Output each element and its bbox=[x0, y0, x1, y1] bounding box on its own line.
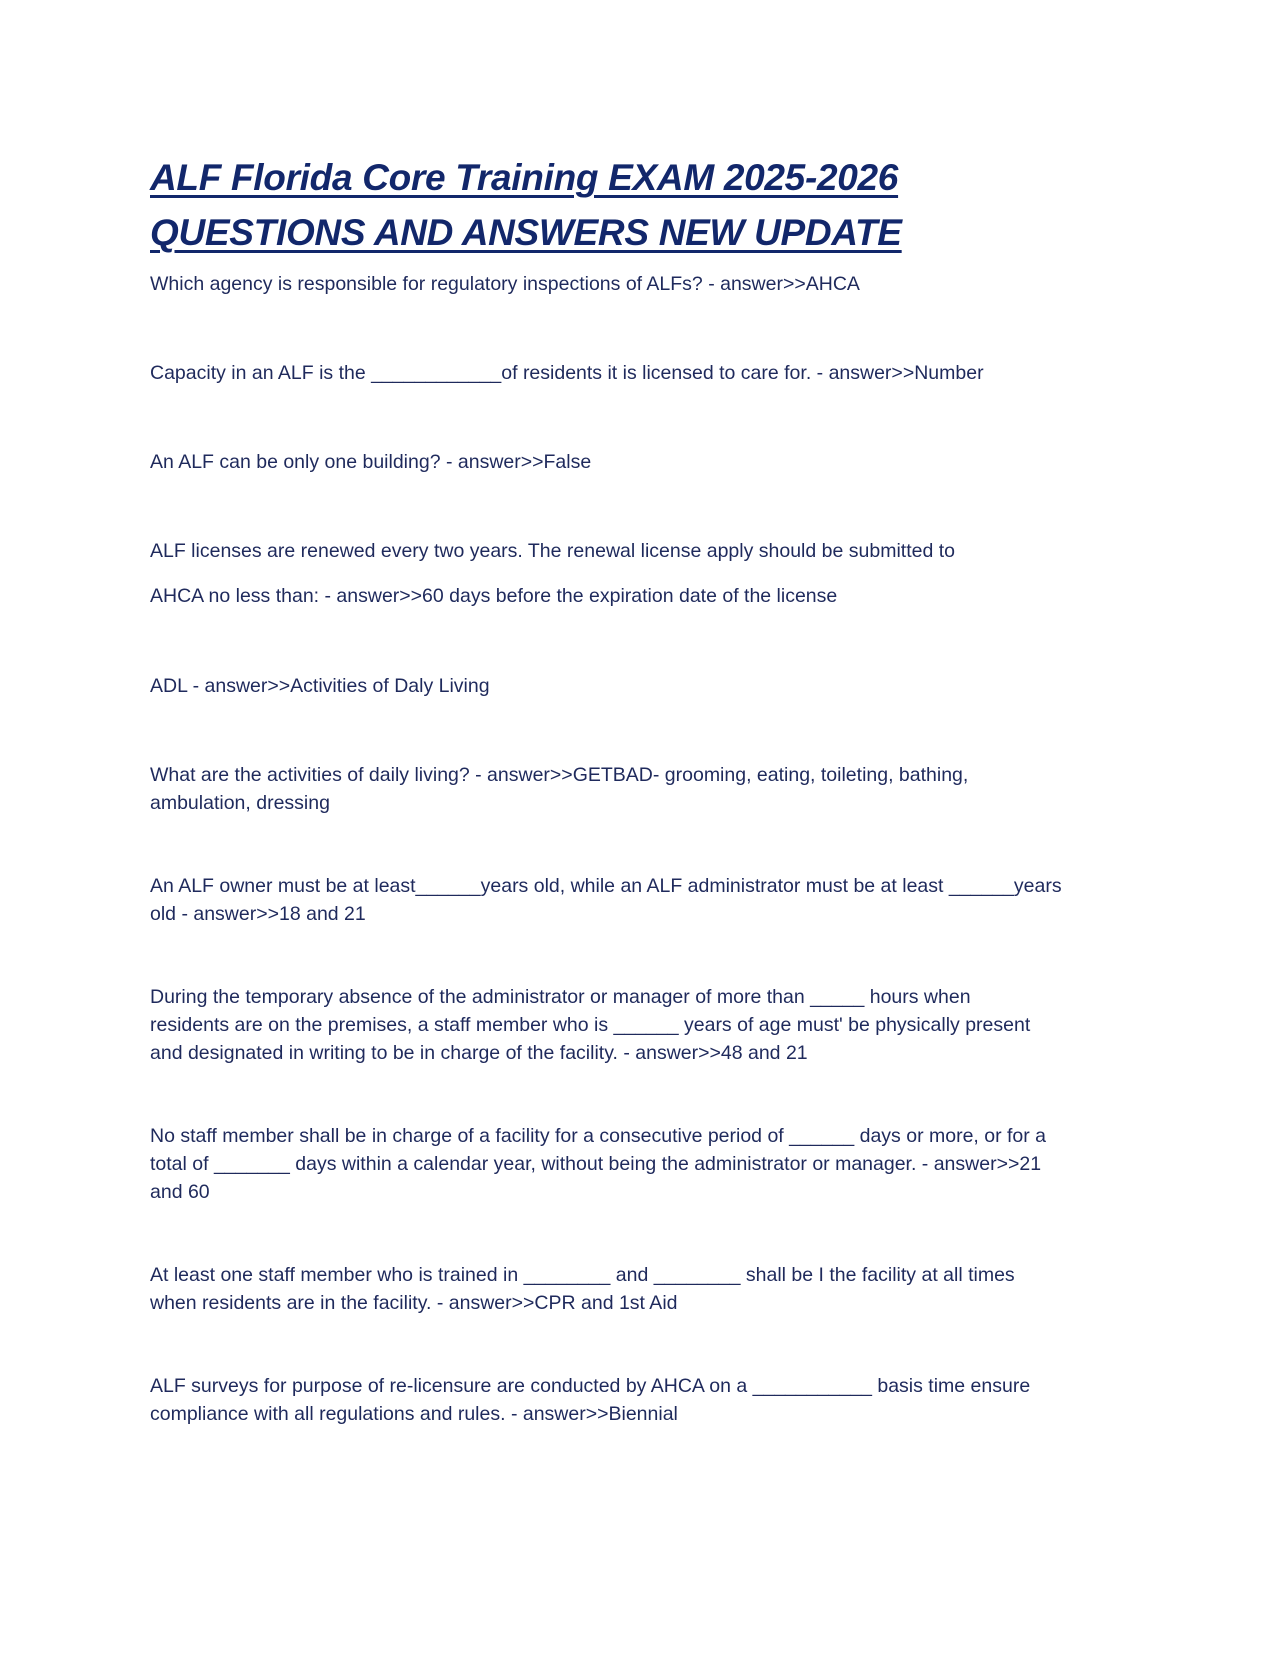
qa-item-1 bbox=[150, 270, 1130, 298]
qa-text: Capacity in an ALF is the ____________of residents it is licensed to care for. - answer>>Number bbox=[150, 362, 984, 384]
qa-text: Which agency is responsible for regulatory inspections of ALFs? - answer>>AHCA bbox=[150, 273, 860, 295]
qa-text: No staff member shall be in charge of a facility for a consecutive period of ______ days or more, or for a bbox=[150, 1125, 1047, 1147]
qa-text: ALF surveys for purpose of re-licensure are conducted by AHCA on a ___________ basis time ensure bbox=[150, 1375, 1031, 1397]
qa-item-7 bbox=[150, 872, 1130, 928]
qa-text: What are the activities of daily living? - answer>>GETBAD- grooming, eating, toileting, bathing, bbox=[150, 764, 969, 786]
qa-text: AHCA no less than: - answer>>60 days before the expiration date of the license bbox=[150, 585, 838, 607]
title-line: QUESTIONS AND ANSWERS NEW UPDATE bbox=[150, 212, 902, 253]
qa-item-2 bbox=[150, 359, 1130, 387]
title-line: ALF Florida Core Training EXAM 2025-2026 bbox=[150, 157, 899, 198]
qa-text: During the temporary absence of the administrator or manager of more than _____ hours when bbox=[150, 986, 971, 1008]
qa-text: old - answer>>18 and 21 bbox=[150, 903, 366, 925]
qa-item-5 bbox=[150, 672, 1130, 700]
qa-text: and 60 bbox=[150, 1181, 210, 1203]
qa-item-9 bbox=[150, 1122, 1130, 1206]
qa-item-3 bbox=[150, 448, 1130, 476]
qa-text: ALF licenses are renewed every two years. The renewal license apply should be submitted to bbox=[150, 540, 955, 562]
qa-text: An ALF owner must be at least______years old, while an ALF administrator must be at least ______years bbox=[150, 875, 1062, 897]
qa-text: ambulation, dressing bbox=[150, 792, 330, 814]
qa-text: and designated in writing to be in charge of the facility. - answer>>48 and 21 bbox=[150, 1042, 808, 1064]
qa-text: residents are on the premises, a staff member who is ______ years of age must' be physically present bbox=[150, 1014, 1031, 1036]
qa-item-4 bbox=[150, 529, 1130, 619]
qa-item-10 bbox=[150, 1261, 1130, 1317]
qa-text: An ALF can be only one building? - answer>>False bbox=[150, 451, 592, 473]
document-title bbox=[150, 150, 1130, 260]
document-page bbox=[150, 150, 1130, 1428]
qa-text: At least one staff member who is trained in ________ and ________ shall be I the facility at all times bbox=[150, 1264, 1015, 1286]
qa-item-8 bbox=[150, 983, 1130, 1067]
qa-item-11 bbox=[150, 1372, 1130, 1428]
qa-text: when residents are in the facility. - answer>>CPR and 1st Aid bbox=[150, 1292, 678, 1314]
qa-item-6 bbox=[150, 761, 1130, 817]
qa-text: compliance with all regulations and rules. - answer>>Biennial bbox=[150, 1403, 678, 1425]
qa-text: total of _______ days within a calendar year, without being the administrator or manager. - answer>>21 bbox=[150, 1153, 1042, 1175]
qa-text: ADL - answer>>Activities of Daly Living bbox=[150, 675, 490, 697]
